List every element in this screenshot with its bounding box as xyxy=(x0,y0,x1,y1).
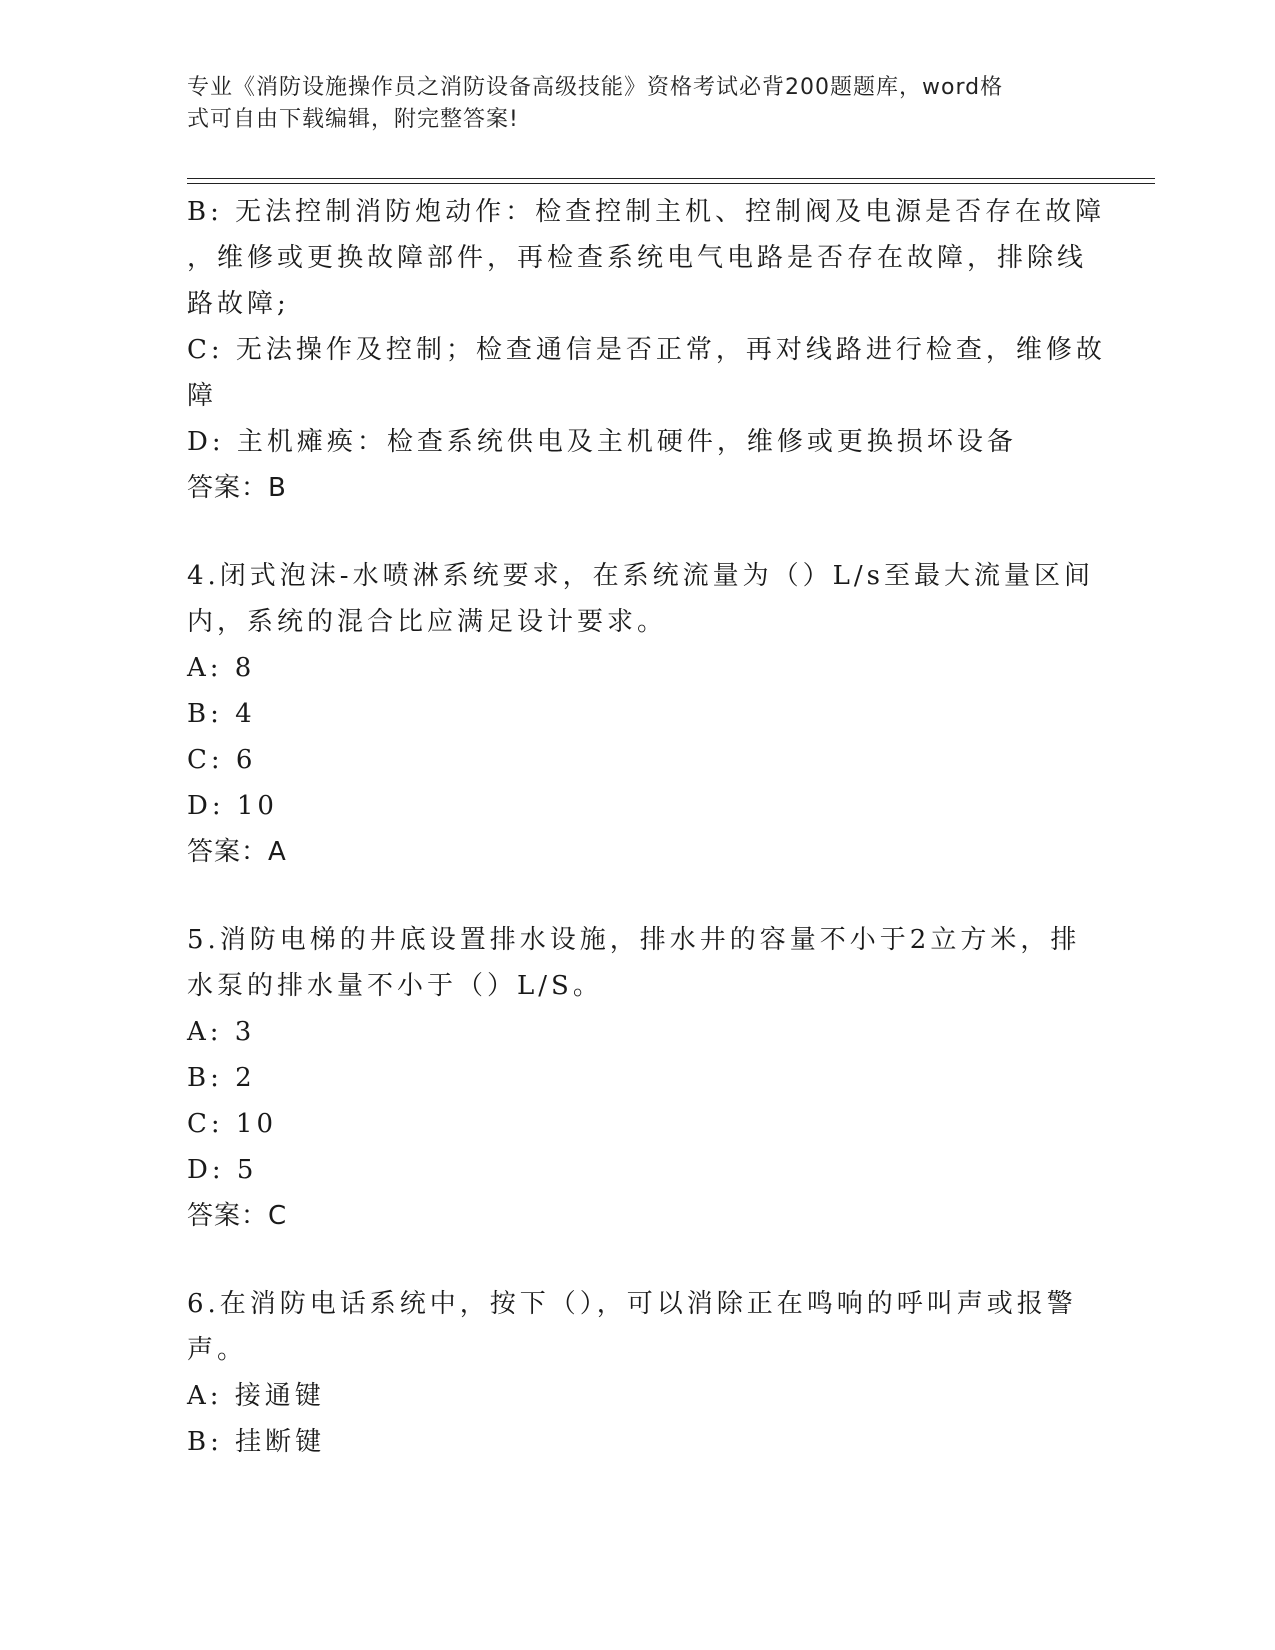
option-b: B: 挂断键 xyxy=(187,1427,326,1457)
spacer xyxy=(187,511,1087,553)
question-stem-line-2: 水泵的排水量不小于（）L/S。 xyxy=(187,971,603,1001)
question-6 xyxy=(187,1281,1087,1465)
option-d: D: 5 xyxy=(187,1155,258,1185)
option-b-line-2: ，维修或更换故障部件，再检查系统电气电路是否存在故障，排除线 xyxy=(187,243,1088,273)
header-line-2: 式可自由下载编辑，附完整答案! xyxy=(187,107,519,132)
option-a: A: 接通键 xyxy=(187,1381,325,1411)
answer: 答案：A xyxy=(187,837,287,867)
question-stem-line-1: 6.在消防电话系统中，按下（），可以消除正在鸣响的呼叫声或报警 xyxy=(187,1289,1077,1319)
question-stem-line-1: 4.闭式泡沫-水喷淋系统要求，在系统流量为（）L/s至最大流量区间 xyxy=(187,561,1094,591)
option-b-line-1: B: 无法控制消防炮动作：检查控制主机、控制阀及电源是否存在故障 xyxy=(187,197,1106,227)
answer: 答案：C xyxy=(187,1201,288,1231)
question-4 xyxy=(187,553,1094,875)
option-b-line-3: 路故障; xyxy=(187,289,290,319)
header-divider-top xyxy=(187,178,1155,179)
header-divider-bottom xyxy=(187,183,1155,184)
option-b: B: 2 xyxy=(187,1063,256,1093)
spacer xyxy=(187,1239,1087,1281)
option-b: B: 4 xyxy=(187,699,256,729)
option-a: A: 8 xyxy=(187,653,256,683)
question-5 xyxy=(187,917,1087,1239)
option-a: A: 3 xyxy=(187,1017,256,1047)
document-header xyxy=(187,72,1067,136)
spacer xyxy=(187,875,1087,917)
question-3-tail xyxy=(187,189,1106,511)
question-stem-line-2: 声。 xyxy=(187,1335,248,1365)
option-c: C: 10 xyxy=(187,1109,278,1139)
question-stem-line-2: 内，系统的混合比应满足设计要求。 xyxy=(187,607,668,637)
question-stem-line-1: 5.消防电梯的井底设置排水设施，排水井的容量不小于2立方米，排 xyxy=(187,925,1081,955)
option-c-line-2: 障 xyxy=(187,381,218,411)
question-list xyxy=(187,189,1106,1465)
option-d: D: 主机瘫痪：检查系统供电及主机硬件，维修或更换损坏设备 xyxy=(187,427,1017,457)
option-d: D: 10 xyxy=(187,791,278,821)
answer: 答案：B xyxy=(187,473,287,503)
header-line-1: 专业《消防设施操作员之消防设备高级技能》资格考试必背200题题库，word格 xyxy=(187,75,1004,100)
option-c-line-1: C: 无法操作及控制；检查通信是否正常，再对线路进行检查，维修故 xyxy=(187,335,1106,365)
option-c: C: 6 xyxy=(187,745,257,775)
